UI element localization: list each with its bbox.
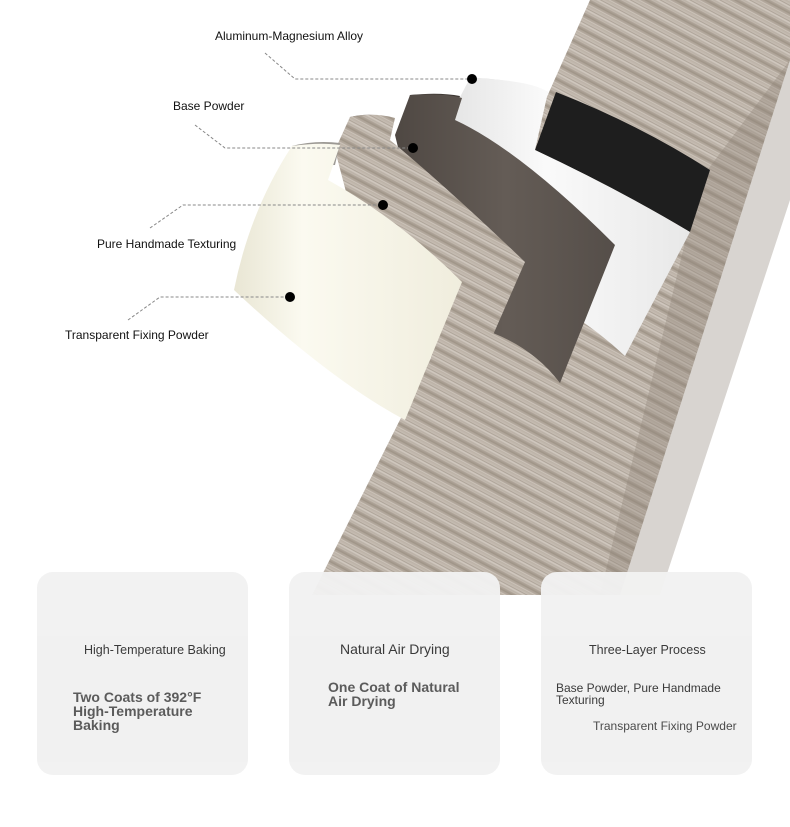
card-body xyxy=(556,682,721,706)
marker-dot-base xyxy=(408,143,418,153)
feature-card-three-layer xyxy=(541,572,752,775)
card-body-line: Two Coats of 392°F xyxy=(73,689,202,705)
card-body-line: Air Drying xyxy=(328,693,396,709)
leader-line-alloy xyxy=(265,53,472,79)
callout-label-texturing: Pure Handmade Texturing xyxy=(97,237,237,251)
card-body-line: Base Powder, Pure Handmade xyxy=(556,681,721,695)
card-title: Three-Layer Process xyxy=(589,643,706,657)
card-body xyxy=(73,690,201,732)
card-body xyxy=(328,680,459,708)
card-body-line: Baking xyxy=(73,717,120,733)
marker-dot-texturing xyxy=(378,200,388,210)
feature-card-air-drying xyxy=(289,572,500,775)
marker-dot-alloy xyxy=(467,74,477,84)
card-body-line: One Coat of Natural xyxy=(328,679,460,695)
card-title: High-Temperature Baking xyxy=(84,643,226,657)
callout-label-fixing-powder: Transparent Fixing Powder xyxy=(65,328,209,342)
callout-label-base-powder: Base Powder xyxy=(173,99,245,113)
feature-card-baking xyxy=(37,572,248,775)
card-extra-line: Transparent Fixing Powder xyxy=(593,719,737,733)
callout-label-alloy: Aluminum-Magnesium Alloy xyxy=(215,29,364,43)
card-body-line: High-Temperature xyxy=(73,703,193,719)
marker-dot-fixing xyxy=(285,292,295,302)
card-title: Natural Air Drying xyxy=(340,641,450,657)
card-body-line: Texturing xyxy=(556,693,605,707)
